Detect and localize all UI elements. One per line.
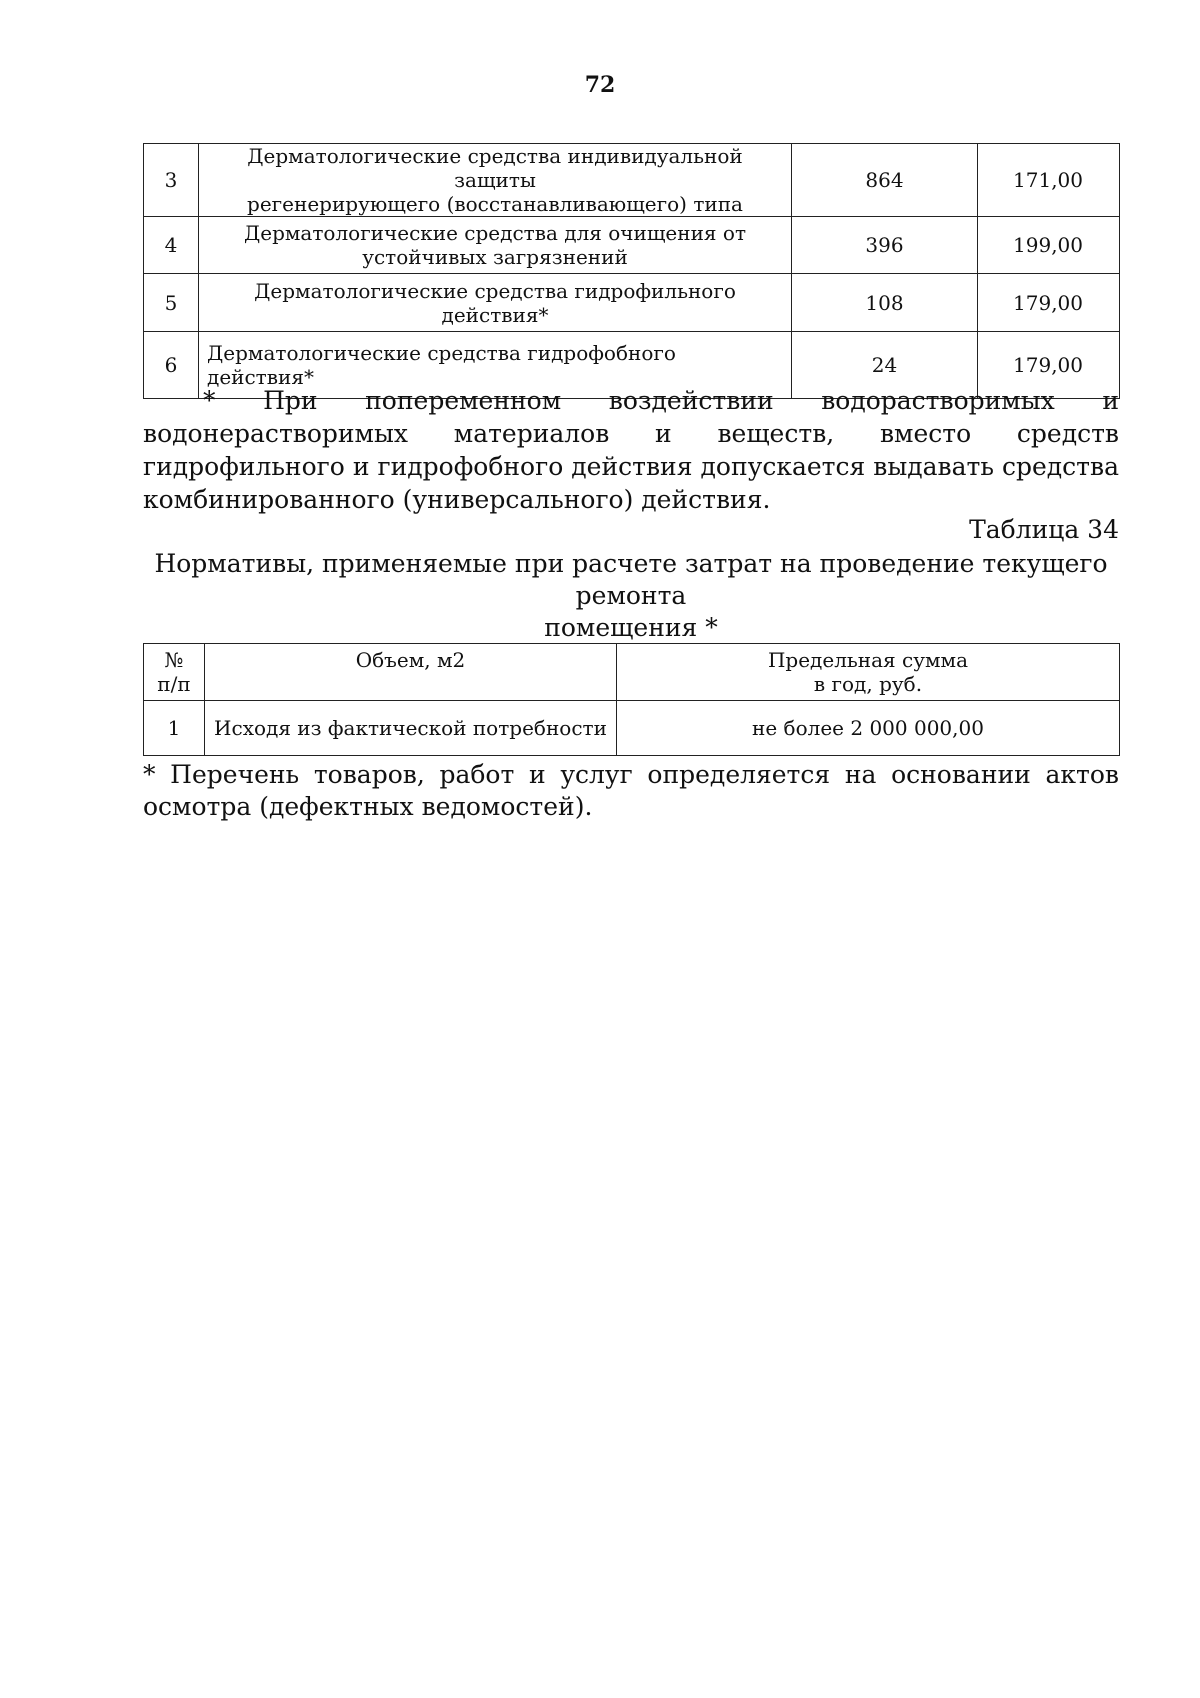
item-price: 179,00 <box>978 274 1120 332</box>
table-title: Нормативы, применяемые при расчете затрат на проведение текущего ремонта помещения * <box>154 549 1108 642</box>
header-number: № п/п <box>144 644 205 701</box>
footnote-combined-action: * При попеременном воздействии водорастворимых и водонерастворимых материалов и веществ, вместо средств гидрофильного и гидрофобного действия допускается выдавать средства комбинированного (универсального) действия. <box>143 386 1119 514</box>
row-volume: Исходя из фактической потребности <box>205 701 617 756</box>
header-limit: Предельная сумма в год, руб. <box>617 644 1120 701</box>
item-name: Дерматологические средства индивидуальной защиты регенерирующего (восстанавливающего) типа <box>199 144 792 217</box>
row-number: 3 <box>144 144 199 217</box>
table-row <box>144 274 1120 332</box>
item-price: 179,00 <box>978 332 1120 399</box>
repair-norms-table <box>143 643 1120 756</box>
item-name: Дерматологические средства гидрофобного действия* <box>199 332 792 399</box>
row-number: 1 <box>144 701 205 756</box>
row-number: 5 <box>144 274 199 332</box>
item-quantity: 108 <box>792 274 978 332</box>
row-limit: не более 2 000 000,00 <box>617 701 1120 756</box>
item-name: Дерматологические средства гидрофильного действия* <box>199 274 792 332</box>
footnote-defect-list: * Перечень товаров, работ и услуг определяется на основании актов осмотра (дефектных ведомостей). <box>143 760 1119 821</box>
item-quantity: 24 <box>792 332 978 399</box>
item-quantity: 396 <box>792 217 978 274</box>
row-number: 6 <box>144 332 199 399</box>
row-number: 4 <box>144 217 199 274</box>
header-volume: Объем, м2 <box>205 644 617 701</box>
table-row <box>144 144 1120 217</box>
item-price: 199,00 <box>978 217 1120 274</box>
hand-protection-table <box>143 143 1120 399</box>
table-header-row <box>144 644 1120 701</box>
page-number: 72 <box>584 72 616 98</box>
table-label: Таблица 34 <box>969 515 1119 544</box>
item-quantity: 864 <box>792 144 978 217</box>
table-row <box>144 217 1120 274</box>
item-price: 171,00 <box>978 144 1120 217</box>
item-name: Дерматологические средства для очищения от устойчивых загрязнений <box>199 217 792 274</box>
table-row <box>144 701 1120 756</box>
